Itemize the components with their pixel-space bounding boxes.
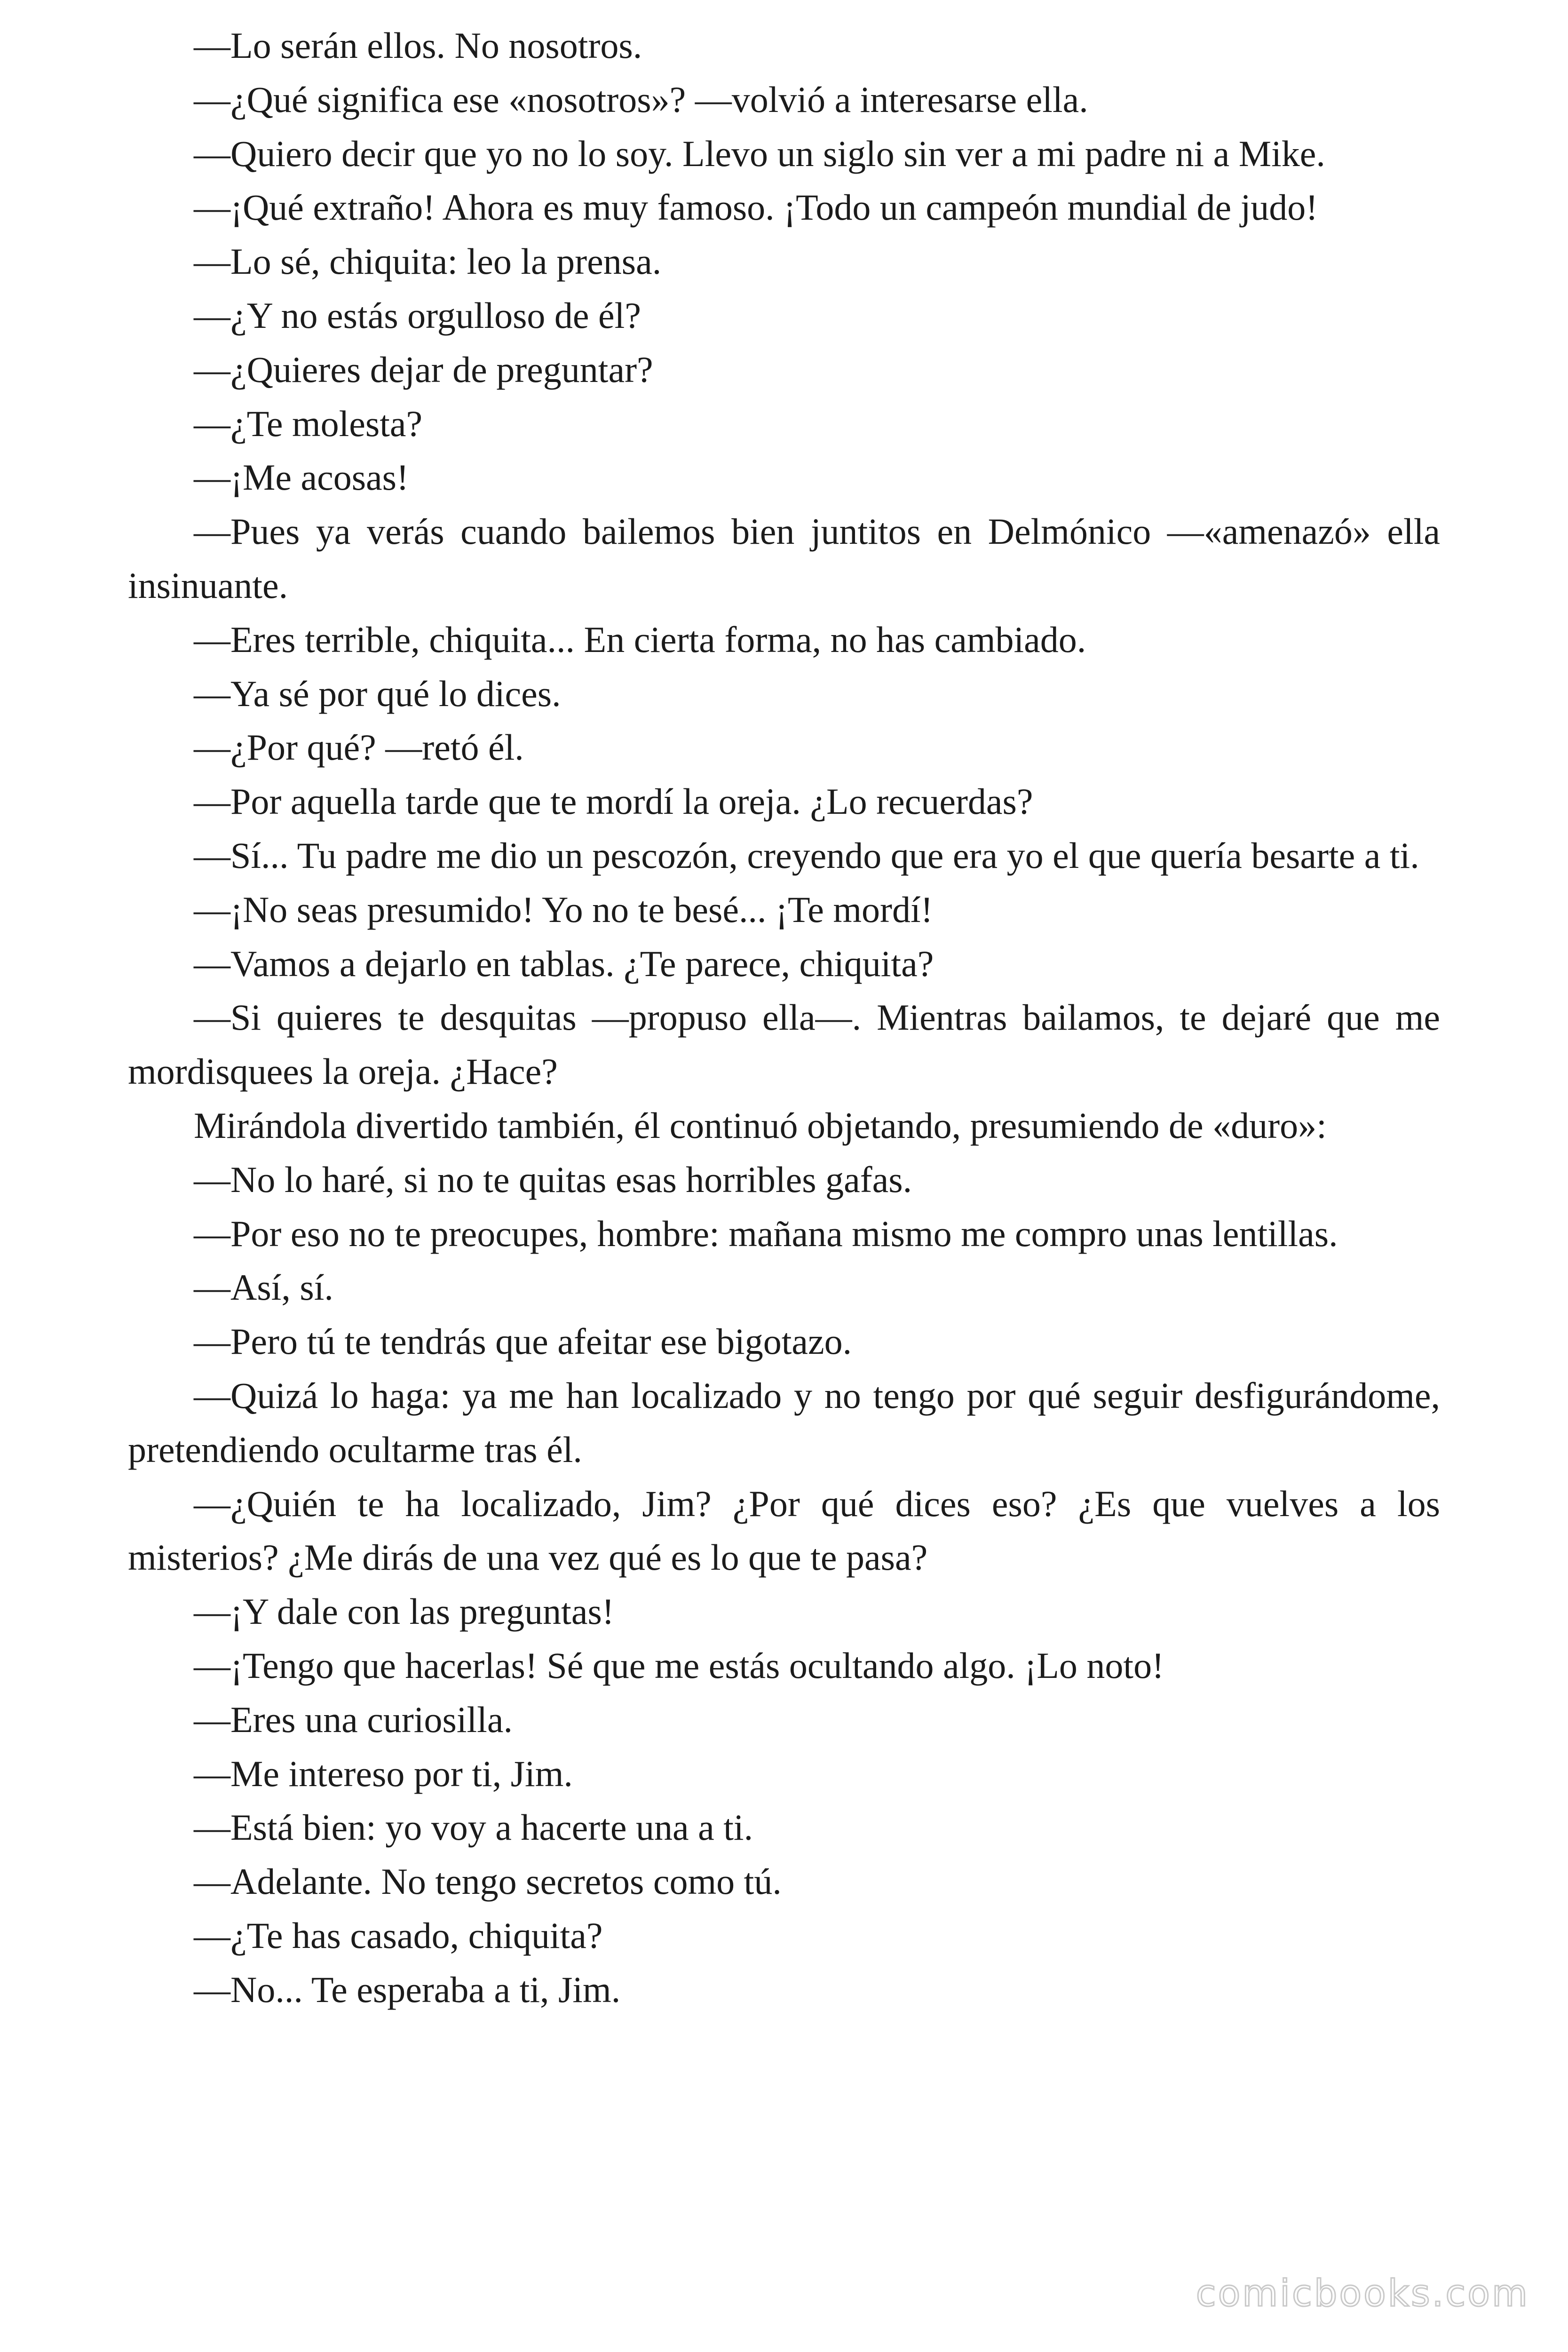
- paragraph: —Sí... Tu padre me dio un pescozón, creyendo que era yo el que quería besarte a ti.: [194, 834, 1419, 876]
- paragraph: —Así, sí.: [194, 1267, 333, 1308]
- paragraph: —No... Te esperaba a ti, Jim.: [194, 1969, 621, 2010]
- paragraph: —Por eso no te preocupes, hombre: mañana mismo me compro unas lentillas.: [194, 1213, 1338, 1254]
- paragraph: —Pero tú te tendrás que afeitar ese bigotazo.: [194, 1321, 852, 1362]
- page-text: [128, 19, 1440, 2017]
- paragraph: —Eres terrible, chiquita... En cierta forma, no has cambiado.: [194, 619, 1086, 660]
- paragraph: —¡Tengo que hacerlas! Sé que me estás ocultando algo. ¡Lo noto!: [194, 1645, 1164, 1686]
- paragraph: —Adelante. No tengo secretos como tú.: [194, 1861, 782, 1902]
- paragraph: —¿Qué significa ese «nosotros»? —volvió a interesarse ella.: [194, 79, 1088, 120]
- paragraph: —Pues ya verás cuando bailemos bien juntitos en Delmónico —«amenazó» ella insinuante.: [128, 511, 1440, 606]
- paragraph: —¿Te has casado, chiquita?: [194, 1915, 603, 1956]
- paragraph: —¡Qué extraño! Ahora es muy famoso. ¡Todo un campeón mundial de judo!: [194, 187, 1318, 228]
- paragraph: —Ya sé por qué lo dices.: [194, 673, 561, 714]
- paragraph: —¿Quién te ha localizado, Jim? ¿Por qué dices eso? ¿Es que vuelves a los misterios? ¿Me dirás de una vez qué es lo que te pasa?: [128, 1483, 1440, 1578]
- paragraph: —¡Y dale con las preguntas!: [194, 1591, 614, 1632]
- paragraph: —¿Te molesta?: [194, 403, 423, 444]
- paragraph: —Vamos a dejarlo en tablas. ¿Te parece, chiquita?: [194, 943, 934, 984]
- paragraph: —Quizá lo haga: ya me han localizado y no tengo por qué seguir desfigurándome, pretendiendo ocultarme tras él.: [128, 1375, 1440, 1470]
- paragraph: —No lo haré, si no te quitas esas horribles gafas.: [194, 1159, 912, 1200]
- watermark: comicbooks.com: [1196, 2273, 1529, 2315]
- paragraph: Mirándola divertido también, él continuó objetando, presumiendo de «duro»:: [194, 1104, 1327, 1146]
- paragraph: —Está bien: yo voy a hacerte una a ti.: [194, 1807, 753, 1848]
- paragraph: —¿Y no estás orgulloso de él?: [194, 294, 641, 336]
- paragraph: —Me intereso por ti, Jim.: [194, 1753, 573, 1794]
- paragraph: —Lo serán ellos. No nosotros.: [194, 25, 642, 66]
- paragraph: —¿Por qué? —retó él.: [194, 727, 524, 768]
- paragraph: —Si quieres te desquitas —propuso ella—. Mientras bailamos, te dejaré que me mordisquees la oreja. ¿Hace?: [128, 997, 1440, 1092]
- paragraph: —¡No seas presumido! Yo no te besé... ¡Te mordí!: [194, 889, 933, 930]
- paragraph: —Eres una curiosilla.: [194, 1699, 513, 1740]
- paragraph: —Quiero decir que yo no lo soy. Llevo un siglo sin ver a mi padre ni a Mike.: [194, 133, 1325, 174]
- paragraph: —¡Me acosas!: [194, 457, 409, 498]
- paragraph: —Por aquella tarde que te mordí la oreja. ¿Lo recuerdas?: [194, 781, 1033, 822]
- paragraph: —Lo sé, chiquita: leo la prensa.: [194, 241, 662, 282]
- paragraph: —¿Quieres dejar de preguntar?: [194, 349, 653, 390]
